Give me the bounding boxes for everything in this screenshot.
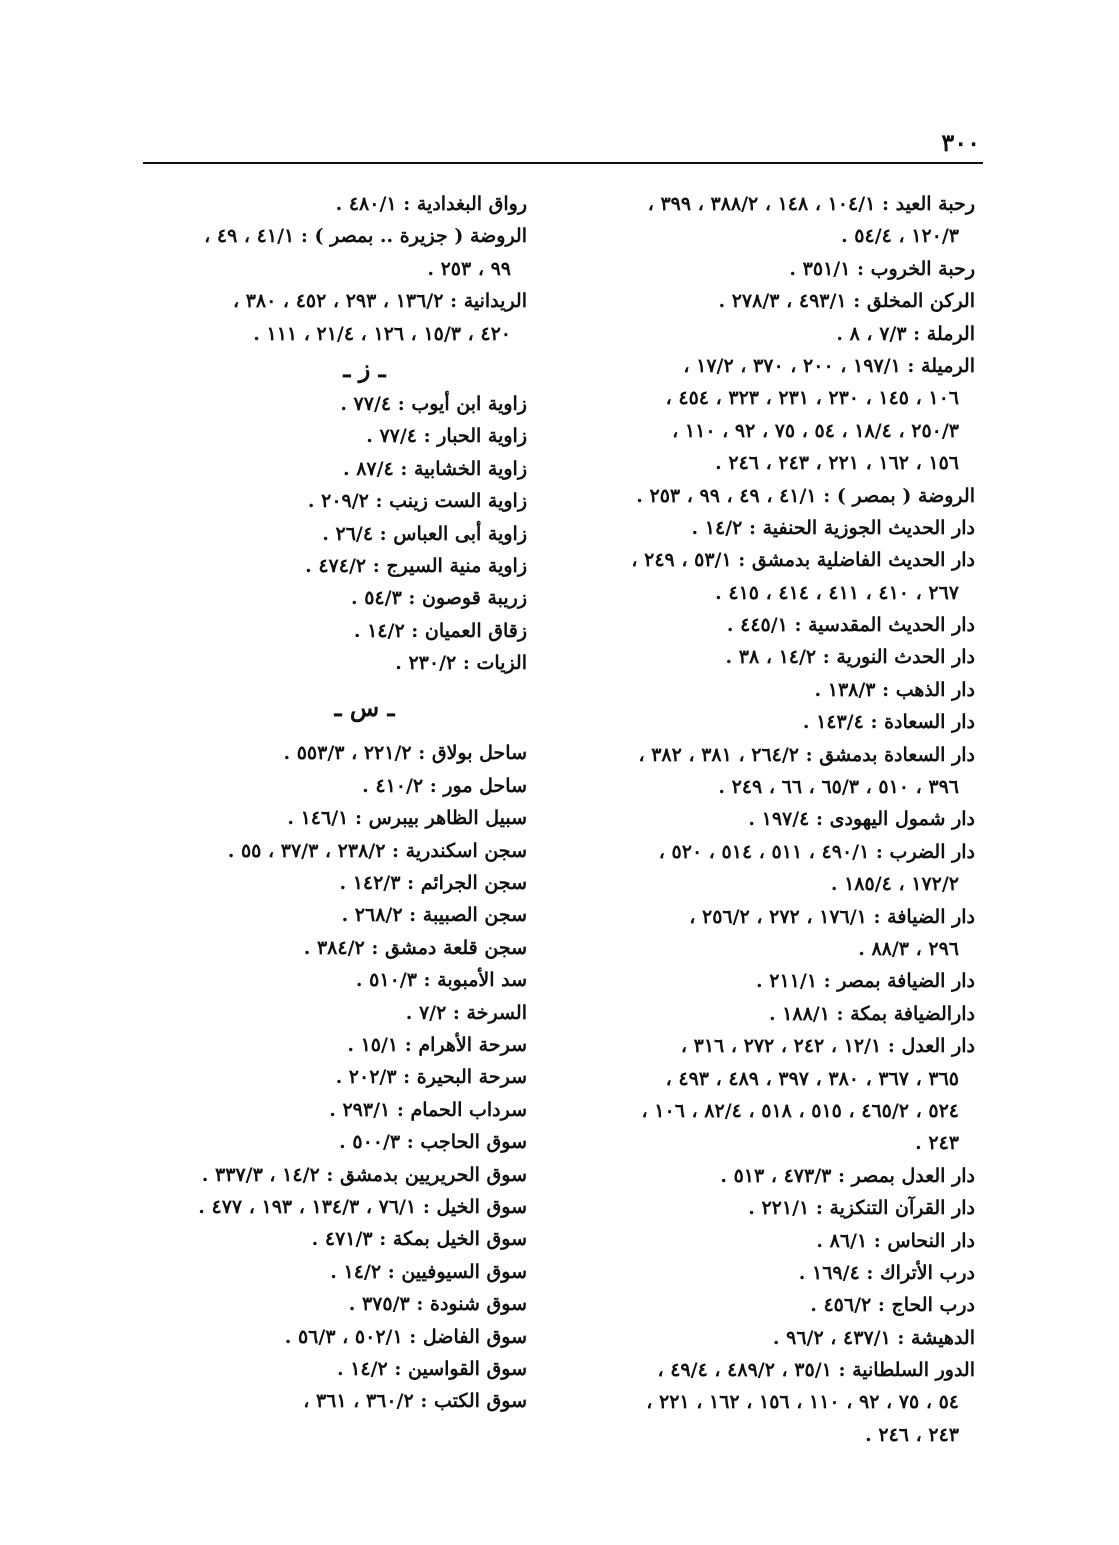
index-entry: الرملة : ٧/٣ ، ٨ . — [836, 322, 975, 345]
index-entry: سرحة الأهرام : ١٥/١ . — [347, 1033, 527, 1056]
section-heading-sin: ـ س ـ — [334, 693, 395, 723]
index-entry: السرخة : ٧/٢ . — [405, 1001, 527, 1024]
index-entry: دار الضيافة : ١٧٦/١ ، ٢٧٢ ، ٢٥٦/٢ ، — [689, 905, 975, 928]
index-entry: دارالضيافة بمكة : ١٨٨/١ . — [768, 1002, 975, 1025]
index-entry: سوق شنودة : ٣٧٥/٣ . — [348, 1293, 527, 1316]
index-entry-continuation: ٢٩٦ ، ٨٨/٣ . — [858, 937, 959, 960]
index-entry: زقاق العميان : ١٤/٢ . — [353, 619, 527, 642]
index-entry: رحبة الخروب : ٣٥١/١ . — [789, 257, 975, 280]
index-entry: سوق السيوفيين : ١٤/٢ . — [330, 1260, 527, 1283]
index-entry: سجن اسكندرية : ٢٣٨/٢ ، ٣٧/٣ ، ٥٥ . — [227, 839, 527, 862]
index-entry: الريدانية : ١٣٦/٢ ، ٢٩٣ ، ٤٥٢ ، ٣٨٠ ، — [232, 290, 527, 313]
index-entry-continuation: ١٢٠/٣ ، ٥٤/٤ . — [841, 225, 959, 248]
index-entry: سوق الخيل بمكة : ٤٧١/٣ . — [311, 1228, 527, 1251]
index-entry: زاوية منية السيرج : ٤٧٤/٢ . — [305, 554, 527, 577]
index-entry: رواق البغدادية : ٤٨٠/١ . — [335, 193, 527, 215]
index-entry: دار الذهب : ١٣٨/٣ . — [814, 678, 975, 701]
index-entry: سرداب الحمام : ٢٩٣/١ . — [329, 1098, 527, 1121]
index-entry: دار الحدث النورية : ١٤/٢ ، ٣٨ . — [725, 646, 975, 669]
index-entry: الركن المخلق : ٤٩٣/١ ، ٢٧٨/٣ . — [718, 290, 975, 313]
index-entry: سوق الكتب : ٣٦٠/٢ ، ٣٦١ ، — [303, 1390, 527, 1413]
index-entry: دار السعادة بدمشق : ٢٦٤/٢ ، ٣٨١ ، ٣٨٢ ، — [638, 743, 975, 766]
index-entry: سبيل الظاهر بيبرس : ١٤٦/١ . — [287, 807, 527, 830]
section-gap — [142, 679, 527, 689]
index-entry: الدهيشة : ٤٣٧/١ ، ٩٦/٢ . — [772, 1326, 975, 1349]
index-entry: درب الأتراك : ١٦٩/٤ . — [798, 1261, 975, 1284]
index-entry: درب الحاج : ٤٥٦/٢ . — [810, 1294, 975, 1317]
index-entry: زريبة قوصون : ٥٤/٣ . — [350, 587, 527, 610]
index-entry-continuation: ٩٩ ، ٢٥٣ . — [427, 257, 511, 280]
index-entry: الزيات : ٢٣٠/٢ . — [395, 652, 527, 675]
index-entry-continuation: ٢٦٧ ، ٤١٠ ، ٤١١ ، ٤١٤ ، ٤١٥ . — [715, 581, 959, 604]
index-entry: زاوية أبى العباس : ٢٦/٤ . — [322, 522, 527, 545]
index-entry: دار شمول اليهودى : ١٩٧/٤ . — [748, 808, 975, 831]
index-entry: دار النحاس : ٨٦/١ . — [816, 1229, 975, 1252]
index-entry: سرحة البحيرة : ٢٠٢/٣ . — [335, 1066, 527, 1089]
index-entry: دار الحديث الجوزية الحنفية : ١٤/٢ . — [691, 516, 975, 539]
index-entry: دار الحديث الفاضلية بدمشق : ٥٣/١ ، ٢٤٩ ، — [631, 549, 975, 572]
index-entry: الروضة ( جزيرة .. بمصر ) : ٤١/١ ، ٤٩ ، — [204, 225, 527, 248]
index-entry-continuation: ٣٦٥ ، ٣٦٧ ، ٣٨٠ ، ٣٩٧ ، ٤٨٩ ، ٤٩٣ ، — [665, 1067, 959, 1090]
index-entry-continuation: ٥٢٤ ، ٤٦٥/٢ ، ٥١٥ ، ٥١٨ ، ٨٢/٤ ، ١٠٦ ، — [641, 1099, 959, 1122]
index-entry-continuation: ٥٤ ، ٧٥ ، ٩٢ ، ١١٠ ، ١٥٦ ، ١٦٢ ، ٢٢١ ، — [646, 1391, 959, 1414]
index-entry: دار العدل بمصر : ٤٧٣/٣ ، ٥١٣ . — [720, 1164, 975, 1187]
index-entry-continuation: ٢٥٠/٣ ، ١٨/٤ ، ٥٤ ، ٧٥ ، ٩٢ ، ١١٠ ، — [672, 419, 959, 442]
index-entry: زاوية الحبار : ٧٧/٤ . — [366, 425, 527, 448]
index-entry-continuation: ٣٩٦ ، ٥١٠ ، ٦٥/٣ ، ٦٦ ، ٢٤٩ . — [718, 776, 959, 799]
index-entry: الروضة ( بمصر ) : ٤١/١ ، ٤٩ ، ٩٩ ، ٢٥٣ . — [636, 484, 975, 507]
index-entry-continuation: ١٥٦ ، ١٦٢ ، ٢٢١ ، ٢٤٣ ، ٢٤٦ . — [715, 452, 959, 475]
index-entry: سوق الخيل : ٧٦/١ ، ١٣٤/٣ ، ١٩٣ ، ٤٧٧ . — [198, 1195, 527, 1218]
index-entry: الرميلة : ١٩٧/١ ، ٢٠٠ ، ٣٧٠ ، ١٧/٢ ، — [683, 354, 975, 377]
index-entry: سوق الحريريين بدمشق : ١٤/٢ ، ٣٣٧/٣ . — [201, 1163, 527, 1186]
index-entry: الدور السلطانية : ٣٥/١ ، ٤٨٩/٢ ، ٤٩/٤ ، — [657, 1359, 975, 1382]
index-entry-continuation: ٢٤٣ ، ٢٤٦ . — [865, 1423, 959, 1446]
index-entry: دار الضرب : ٤٩٠/١ ، ٥١١ ، ٥١٤ ، ٥٢٠ ، — [658, 840, 975, 863]
index-entry: سجن الصبيبة : ٢٦٨/٢ . — [341, 904, 527, 927]
index-entry: ساحل بولاق : ٢٢١/٢ ، ٥٥٣/٣ . — [283, 742, 527, 765]
index-entry-continuation: ١٧٢/٢ ، ١٨٥/٤ . — [830, 873, 959, 896]
index-entry: دار الحديث المقدسية : ٤٤٥/١ . — [726, 614, 975, 637]
index-entry: دار الضيافة بمصر : ٢١١/١ . — [756, 970, 975, 993]
index-entry: سوق القواسين : ١٤/٢ . — [336, 1357, 527, 1380]
index-entry: سجن قلعة دمشق : ٣٨٤/٢ . — [303, 936, 527, 959]
index-entry-continuation: ١٠٦ ، ١٤٥ ، ٢٣٠ ، ٢٣١ ، ٣٢٣ ، ٤٥٤ ، — [665, 387, 959, 410]
index-entry: ساحل مور : ٤١٠/٢ . — [362, 774, 527, 797]
header-rule — [143, 162, 983, 164]
section-heading-zay: ـ ز ـ — [343, 353, 386, 383]
index-column-left — [142, 188, 527, 1418]
index-entry-continuation: ٤٢٠ ، ١٥/٣ ، ١٢٦ ، ٢١/٤ ، ١١١ . — [253, 322, 511, 345]
index-entry: سد الأمبوبة : ٥١٠/٣ . — [355, 969, 527, 992]
index-entry: دار السعادة : ١٤٣/٤ . — [802, 711, 975, 734]
section-gap — [142, 727, 527, 737]
index-column-right — [595, 188, 975, 1451]
index-entry: زاوية ابن أيوب : ٧٧/٤ . — [340, 392, 527, 415]
index-entry: سوق الحاجب : ٥٠٠/٣ . — [339, 1131, 527, 1154]
index-entry: دار العدل : ١٢/١ ، ٢٤٢ ، ٢٧٢ ، ٣١٦ ، — [680, 1035, 975, 1058]
index-entry: سوق الفاضل : ٥٠٢/١ ، ٥٦/٣ . — [284, 1325, 527, 1348]
page-number: ٣٠٠ — [941, 128, 980, 157]
index-entry: دار القرآن التنكزية : ٢٢١/١ . — [748, 1197, 975, 1220]
index-entry: رحبة العيد : ١٠٤/١ ، ١٤٨ ، ٣٨٨/٢ ، ٣٩٩ ، — [647, 193, 975, 215]
index-entry: زاوية الست زينب : ٢٠٩/٢ . — [307, 490, 527, 513]
index-entry: سجن الجرائم : ١٤٢/٣ . — [339, 872, 527, 895]
index-entry: زاوية الخشابية : ٨٧/٤ . — [342, 457, 527, 480]
index-entry-continuation: ٢٤٣ . — [915, 1132, 959, 1155]
